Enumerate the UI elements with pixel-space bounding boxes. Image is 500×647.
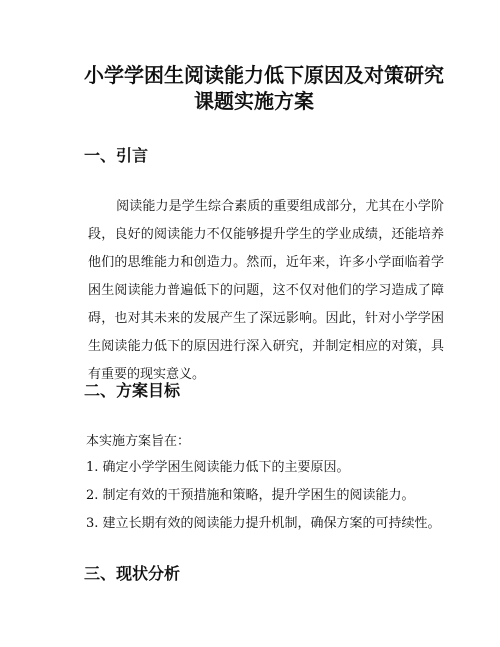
section-heading-introduction: 一、引言 <box>84 146 149 165</box>
list-item: 2. 制定有效的干预措施和策略，提升学困生的阅读能力。 <box>86 488 415 503</box>
document-title <box>0 62 500 114</box>
section-heading-status-analysis: 三、现状分析 <box>84 564 181 583</box>
introduction-paragraph-text: 阅读能力是学生综合素质的重要组成部分，尤其在小学阶段，良好的阅读能力不仅能够提升学生的学业成绩，还能培养他们的思维能力和创造力。然而，近年来，许多小学面临着学困生阅读能力普遍低下的问题，这不仅对他们的学习造成了障碍，也对其未来的发展产生了深远影响。因此，针对小学学困生阅读能力低下的原因进行深入研究，并制定相应的对策，具有重要的现实意义。 <box>88 199 444 382</box>
goals-intro: 本实施方案旨在： <box>86 434 191 449</box>
section-heading-goals: 二、方案目标 <box>84 381 181 400</box>
document-title-line-1: 小学学困生阅读能力低下原因及对策研究 <box>84 63 444 87</box>
goals-list <box>86 458 441 542</box>
list-item: 1. 确定小学学困生阅读能力低下的主要原因。 <box>86 460 350 475</box>
document-title-line-2: 课题实施方案 <box>194 89 314 113</box>
introduction-paragraph <box>88 193 444 389</box>
list-item: 3. 建立长期有效的阅读能力提升机制，确保方案的可持续性。 <box>86 516 441 531</box>
